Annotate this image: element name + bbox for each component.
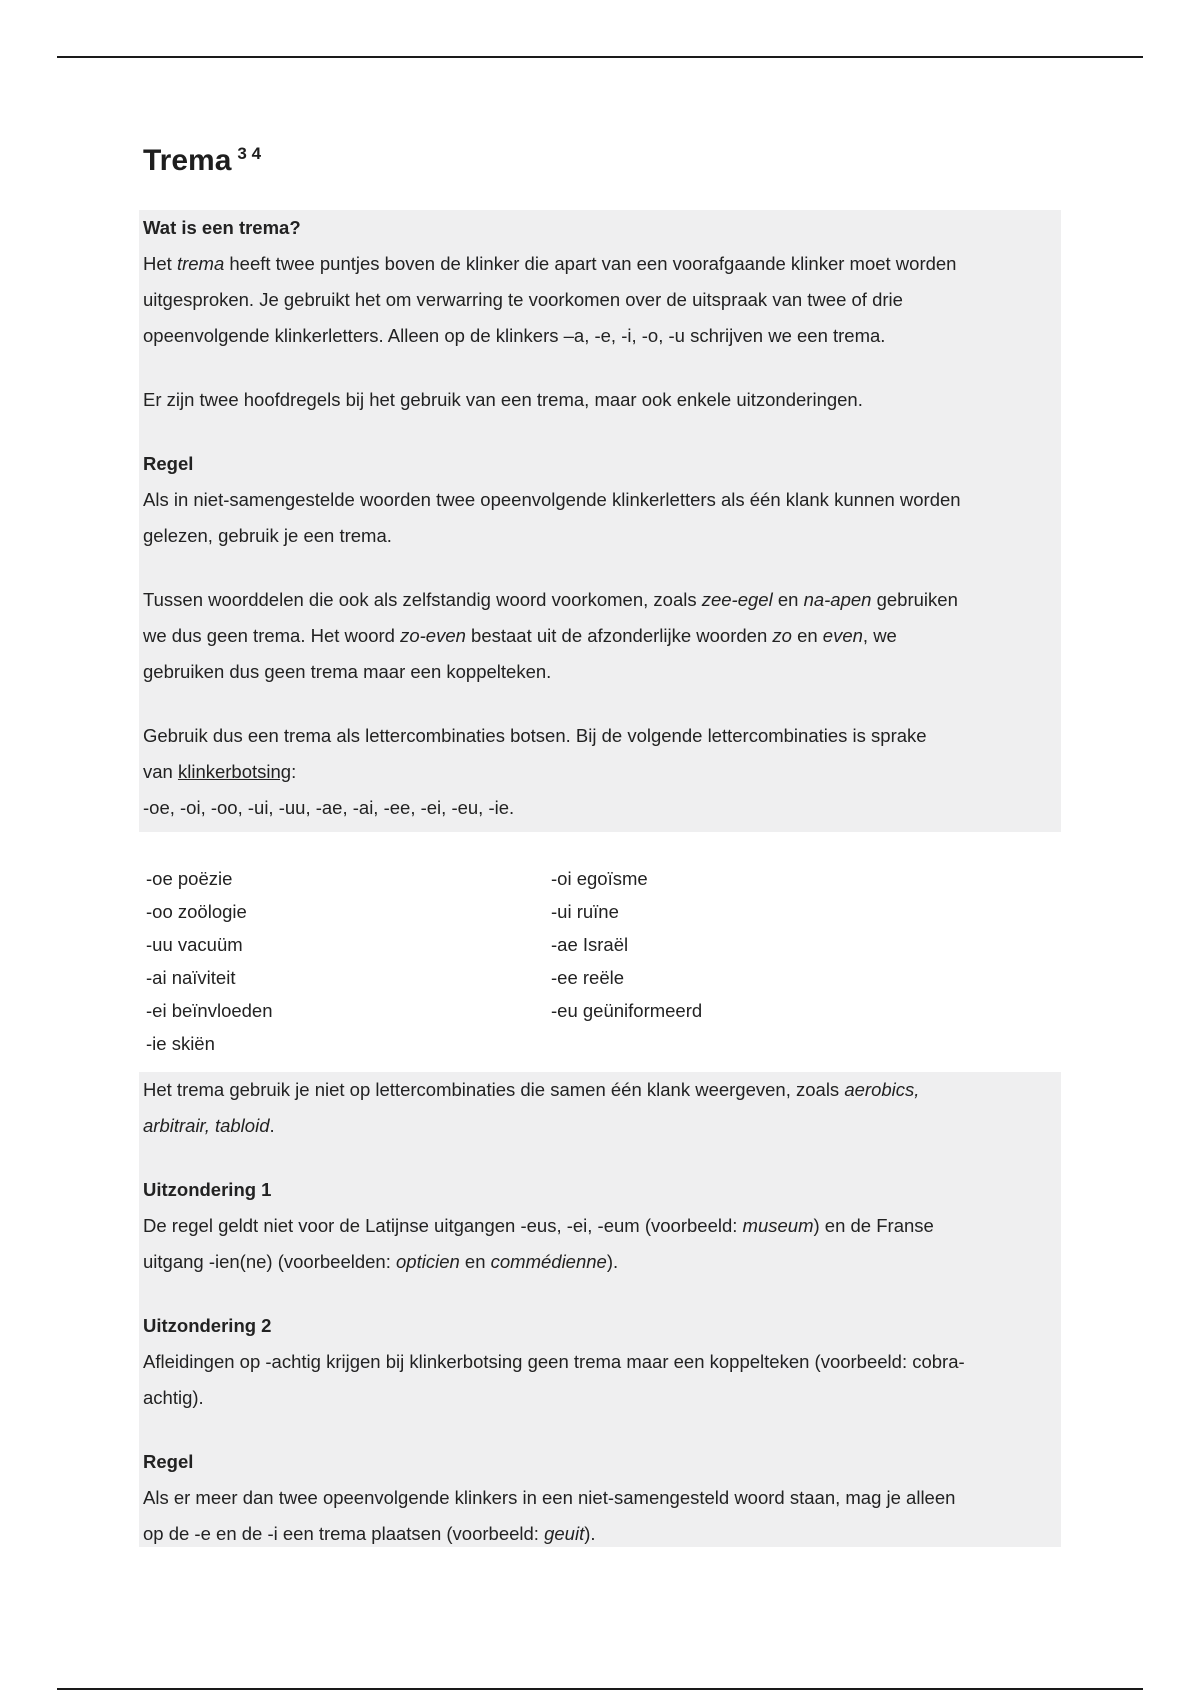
example-row <box>146 961 1046 994</box>
rule-line: Als er meer dan twee opeenvolgende klinkers in een niet-samengesteld woord staan, mag je alleen <box>143 1487 956 1508</box>
info-box-main <box>139 210 1061 832</box>
example-item: -ee reële <box>551 967 625 988</box>
example-row <box>146 895 1046 928</box>
example-list <box>146 862 1046 1060</box>
rule-line: op de -e en de -i een trema plaatsen (voorbeeld: geuit). <box>143 1523 596 1544</box>
example-item: -ae Israël <box>551 934 629 955</box>
footnote-refs: 3 4 <box>237 144 262 163</box>
combination-list: -oe, -oi, -oo, -ui, -uu, -ae, -ai, -ee, -ei, -eu, -ie. <box>143 797 515 818</box>
emphasis: trema <box>176 253 225 274</box>
intro-line: opeenvolgende klinkerletters. Alleen op de klinkers –a, -e, -i, -o, -u schrijven we een trema. <box>143 325 886 346</box>
exception-1-heading: Uitzondering 1 <box>143 1179 272 1200</box>
paragraph-line: Tussen woorddelen die ook als zelfstandig woord voorkomen, zoals zee-egel en na-apen gebruiken <box>143 589 958 610</box>
rule-line: Als in niet-samengestelde woorden twee opeenvolgende klinkerletters als één klank kunnen worden <box>143 489 961 510</box>
example-item: -ei beïnvloeden <box>146 1000 273 1021</box>
title-text: Trema <box>143 144 232 177</box>
info-box-exceptions <box>139 1072 1061 1547</box>
intro-line: uitgesproken. Je gebruikt het om verwarring te voorkomen over de uitspraak van twee of drie <box>143 289 903 310</box>
paragraph-line: we dus geen trema. Het woord zo-even bestaat uit de afzonderlijke woorden zo en even, we <box>143 625 897 646</box>
rule-line: gelezen, gebruik je een trema. <box>143 525 392 546</box>
footer-rule <box>57 1688 1143 1690</box>
example-item: -oo zoölogie <box>146 901 247 922</box>
example-item: -ie skiën <box>146 1033 215 1054</box>
paragraph-line: arbitrair, tabloid. <box>143 1115 275 1136</box>
rule-heading: Regel <box>143 453 194 474</box>
example-row <box>146 1027 1046 1060</box>
example-row <box>146 928 1046 961</box>
example-item: -ui ruïne <box>551 901 619 922</box>
exception-line: achtig). <box>143 1387 204 1408</box>
example-item: -ai naïviteit <box>146 967 236 988</box>
rule-heading: Regel <box>143 1451 194 1472</box>
example-row <box>146 862 1046 895</box>
example-item: -eu geüniformeerd <box>551 1000 703 1021</box>
paragraph-line: Gebruik dus een trema als lettercombinaties botsen. Bij de volgende lettercombinaties is sprake <box>143 725 927 746</box>
page-title <box>143 144 261 178</box>
intro-line: Het trema heeft twee puntjes boven de klinker die apart van een voorafgaande klinker moet worden <box>143 253 957 274</box>
exception-line: Afleidingen op -achtig krijgen bij klinkerbotsing geen trema maar een koppelteken (voorbeeld: cobra- <box>143 1351 965 1372</box>
example-item: -uu vacuüm <box>146 934 243 955</box>
intro-heading: Wat is een trema? <box>143 217 301 238</box>
exception-line: De regel geldt niet voor de Latijnse uitgangen -eus, -ei, -eum (voorbeeld: museum) en de Franse <box>143 1215 934 1236</box>
example-item: -oe poëzie <box>146 868 233 889</box>
exception-line: uitgang -ien(ne) (voorbeelden: opticien en commédienne). <box>143 1251 619 1272</box>
example-item <box>551 1027 1001 1060</box>
paragraph-line: van klinkerbotsing: <box>143 761 297 782</box>
example-row <box>146 994 1046 1027</box>
header-rule <box>57 56 1143 58</box>
paragraph-line: Het trema gebruik je niet op lettercombinaties die samen één klank weergeven, zoals aerobics, <box>143 1079 920 1100</box>
exception-2-heading: Uitzondering 2 <box>143 1315 272 1336</box>
example-item: -oi egoïsme <box>551 868 648 889</box>
intro-line: Er zijn twee hoofdregels bij het gebruik van een trema, maar ook enkele uitzonderingen. <box>143 389 863 410</box>
underlined-term: klinkerbotsing <box>177 761 292 782</box>
paragraph-line: gebruiken dus geen trema maar een koppelteken. <box>143 661 552 682</box>
